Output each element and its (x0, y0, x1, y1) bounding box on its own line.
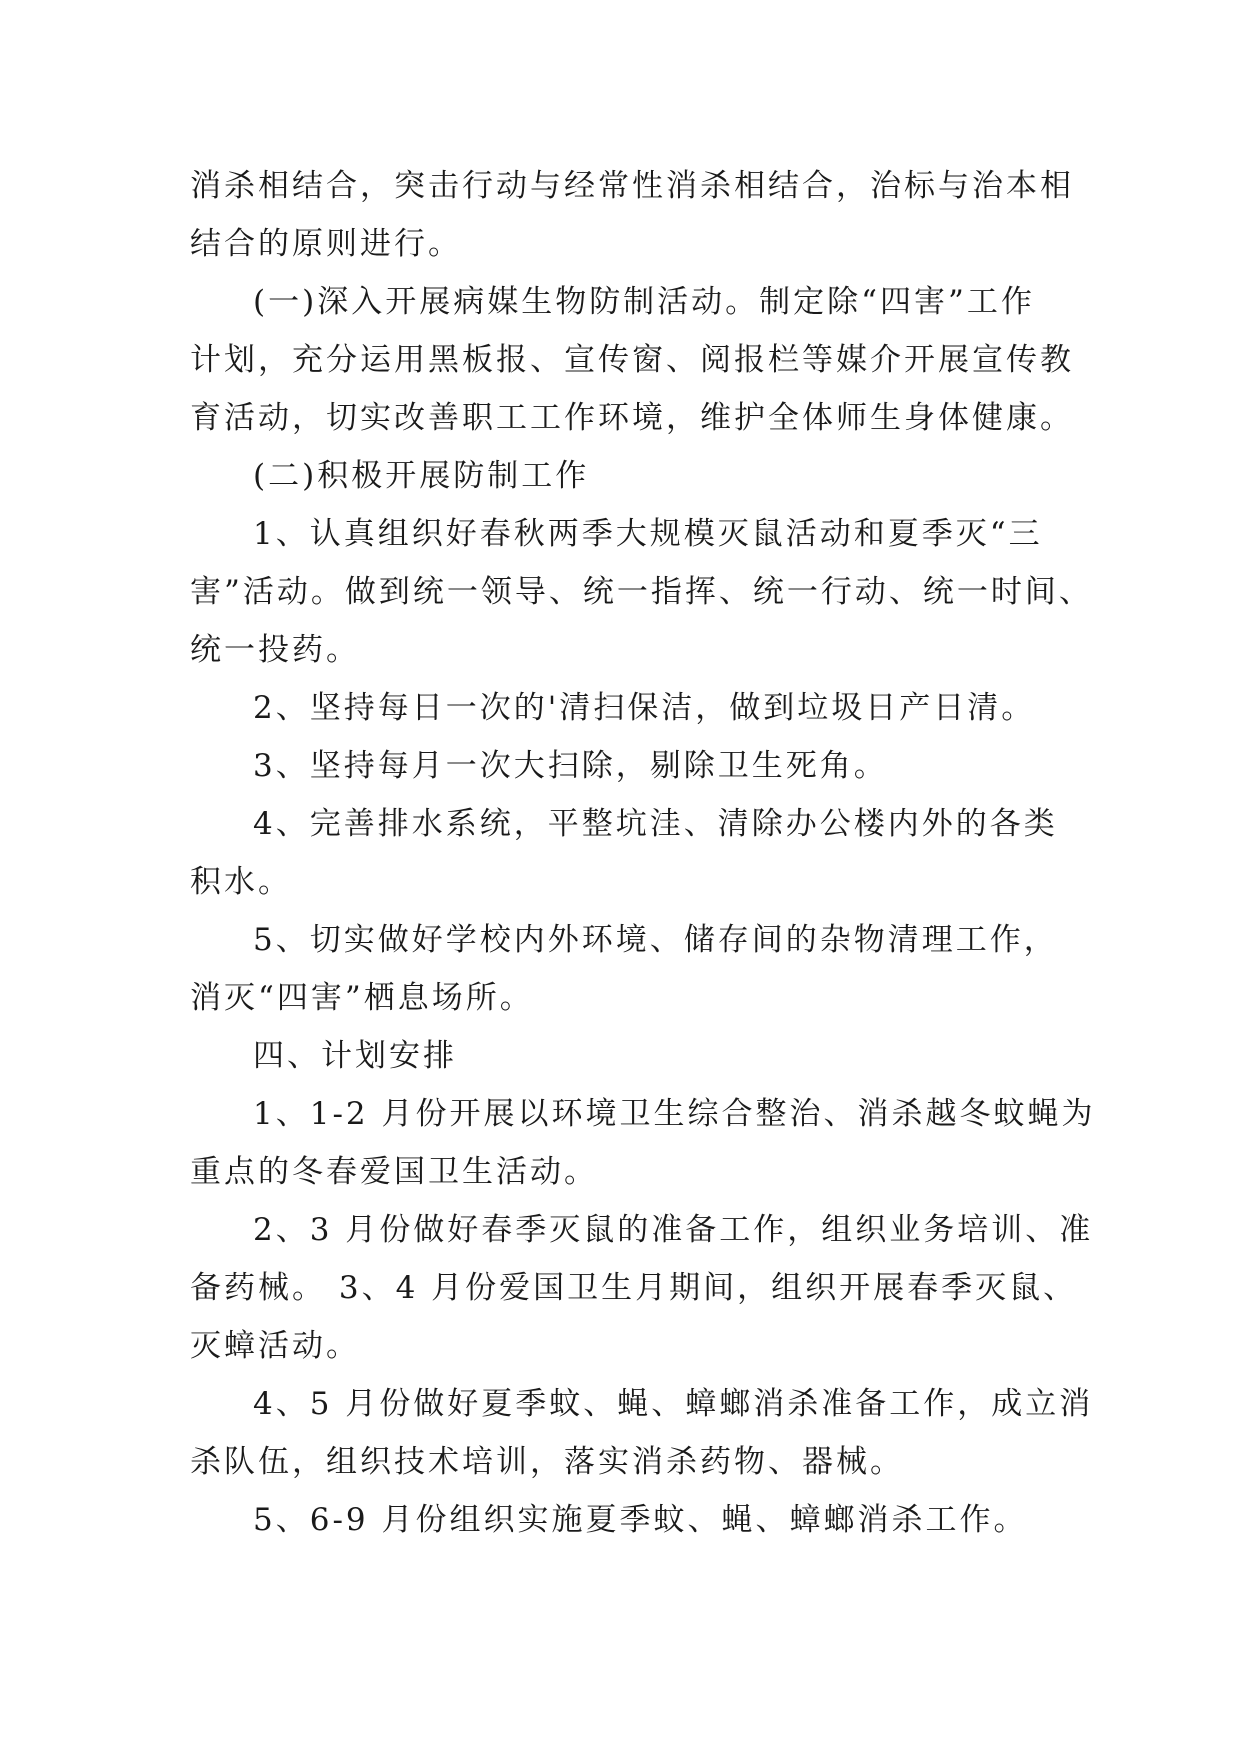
text-line: 积水。 (190, 864, 292, 900)
list-item: 2、3 月份做好春季灭鼠的准备工作，组织业务培训、准 (253, 1212, 1094, 1248)
text-line: 统一投药。 (190, 632, 360, 668)
text-line: 结合的原则进行。 (190, 226, 462, 262)
list-item: 3、坚持每月一次大扫除，剔除卫生死角。 (253, 748, 888, 784)
list-item: 1、认真组织好春秋两季大规模灭鼠活动和夏季灭“三 (253, 516, 1043, 552)
text-line: 消杀相结合，突击行动与经常性消杀相结合，治标与治本相 (190, 168, 1074, 204)
text-line: 杀队伍，组织技术培训，落实消杀药物、器械。 (190, 1444, 904, 1480)
section-heading: (一)深入开展病媒生物防制活动。制定除“四害”工作 (253, 284, 1035, 320)
list-item: 2、坚持每日一次的'清扫保洁，做到垃圾日产日清。 (253, 690, 1036, 726)
text-line: 消灭“四害”栖息场所。 (190, 980, 534, 1016)
text-line: 重点的冬春爱国卫生活动。 (190, 1154, 598, 1190)
list-item: 4、完善排水系统，平整坑洼、清除办公楼内外的各类 (253, 806, 1058, 842)
text-line: 灭蟑活动。 (190, 1328, 360, 1364)
section-heading: 四、计划安排 (253, 1038, 457, 1074)
list-item: 4、5 月份做好夏季蚊、蝇、蟑螂消杀准备工作，成立消 (253, 1386, 1094, 1422)
section-heading: (二)积极开展防制工作 (253, 458, 590, 494)
text-line: 备药械。 3、4 月份爱国卫生月期间，组织开展春季灭鼠、 (190, 1270, 1078, 1306)
text-line: 害”活动。做到统一领导、统一指挥、统一行动、统一时间、 (190, 574, 1093, 610)
text-line: 计划，充分运用黑板报、宣传窗、阅报栏等媒介开展宣传教 (190, 342, 1074, 378)
text-line: 育活动，切实改善职工工作环境，维护全体师生身体健康。 (190, 400, 1074, 436)
list-item: 5、切实做好学校内外环境、储存间的杂物清理工作， (253, 922, 1058, 958)
list-item: 1、1-2 月份开展以环境卫生综合整治、消杀越冬蚊蝇为 (253, 1096, 1096, 1132)
list-item: 5、6-9 月份组织实施夏季蚊、蝇、蟑螂消杀工作。 (253, 1502, 1028, 1538)
